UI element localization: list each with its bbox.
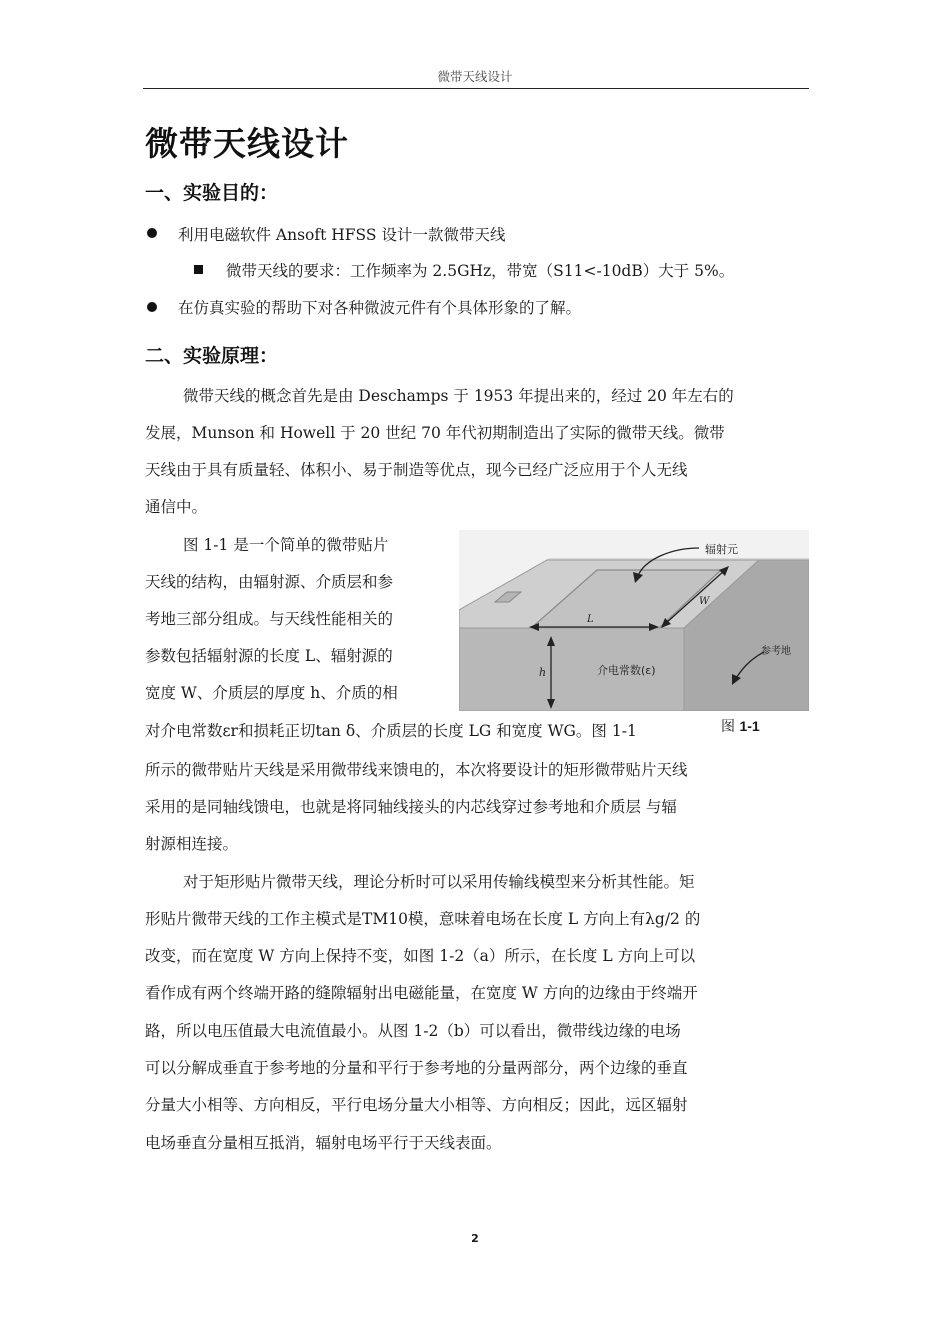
paragraph-line: 电场垂直分量相互抵消，辐射电场平行于天线表面。: [145, 1134, 502, 1152]
paragraph-line: 天线的结构，由辐射源、介质层和参: [145, 573, 394, 591]
caption-number: 1-1: [739, 718, 760, 734]
paragraph-line: 形贴片微带天线的工作主模式是TM10模，意味着电场在长度 L 方向上有λg/2 的: [145, 910, 701, 928]
paragraph-line: 考地三部分组成。与天线性能相关的: [145, 610, 394, 628]
running-header: 微带天线设计: [437, 69, 513, 84]
paragraph-line: 图 1-1 是一个简单的微带贴片: [183, 536, 389, 554]
paragraph-line: 对于矩形贴片微带天线，理论分析时可以采用传输线模型来分析其性能。矩: [183, 873, 695, 891]
antenna-structure-figure: [459, 530, 809, 711]
bullet-item-1: 利用电磁软件 Ansoft HFSS 设计一款微带天线: [178, 226, 506, 244]
paragraph-line: 通信中。: [145, 498, 208, 516]
label-radiator: 辐射元: [705, 543, 738, 556]
bullet-item-2: 在仿真实验的帮助下对各种微波元件有个具体形象的了解。: [178, 299, 582, 317]
label-h: h: [539, 666, 547, 679]
sub-bullet-item: 微带天线的要求：工作频率为 2.5GHz，带宽（S11<-10dB）大于 5%。: [226, 262, 735, 280]
paragraph-line: 分量大小相等、方向相反，平行电场分量大小相等、方向相反；因此，远区辐射: [145, 1096, 688, 1114]
header-rule: [143, 88, 809, 89]
paragraph-line: 看作成有两个终端开路的缝隙辐射出电磁能量，在宽度 W 方向的边缘由于终端开: [145, 984, 698, 1002]
paragraph-line: 所示的微带贴片天线是采用微带线来馈电的，本次将要设计的矩形微带贴片天线: [145, 761, 688, 779]
antenna-diagram: [459, 530, 809, 711]
label-dielectric: 介电常数(ε): [597, 664, 656, 677]
paragraph-line: 对介电常数εr和损耗正切tan δ、介质层的长度 LG 和宽度 WG。图 1-1: [145, 722, 637, 740]
page-number: 2: [471, 1232, 479, 1245]
paragraph-line: 改变，而在宽度 W 方向上保持不变，如图 1-2（a）所示，在长度 L 方向上可以: [145, 947, 696, 965]
label-W: W: [699, 596, 710, 607]
section-heading-principle: 二、实验原理：: [145, 345, 279, 367]
paragraph-line: 路，所以电压值最大电流值最小。从图 1-2（b）可以看出，微带线边缘的电场: [145, 1022, 681, 1040]
paragraph-line: 天线由于具有质量轻、体积小、易于制造等优点，现今已经广泛应用于个人无线: [145, 461, 688, 479]
section-heading-purpose: 一、实验目的：: [145, 182, 279, 204]
caption-prefix: 图: [721, 719, 740, 735]
paragraph-line: 微带天线的概念首先是由 Deschamps 于 1953 年提出来的，经过 20 年左右的: [183, 387, 734, 405]
bullet-dot: [147, 228, 157, 238]
paragraph-line: 采用的是同轴线馈电，也就是将同轴线接头的内芯线穿过参考地和介质层 与辐: [145, 798, 677, 816]
document-title: 微带天线设计: [145, 124, 349, 163]
paragraph-line: 宽度 W、介质层的厚度 h、介质的相: [145, 684, 398, 702]
paragraph-line: 射源相连接。: [145, 835, 239, 853]
bullet-dot: [147, 302, 157, 312]
label-ground: 参考地: [761, 646, 791, 657]
figure-caption: [721, 716, 760, 736]
sub-bullet-square: [194, 265, 203, 274]
paragraph-line: 参数包括辐射源的长度 L、辐射源的: [145, 647, 393, 665]
label-L: L: [587, 614, 594, 625]
paragraph-line: 可以分解成垂直于参考地的分量和平行于参考地的分量两部分，两个边缘的垂直: [145, 1059, 688, 1077]
paragraph-line: 发展，Munson 和 Howell 于 20 世纪 70 年代初期制造出了实际的微带天线。微带: [145, 424, 725, 442]
